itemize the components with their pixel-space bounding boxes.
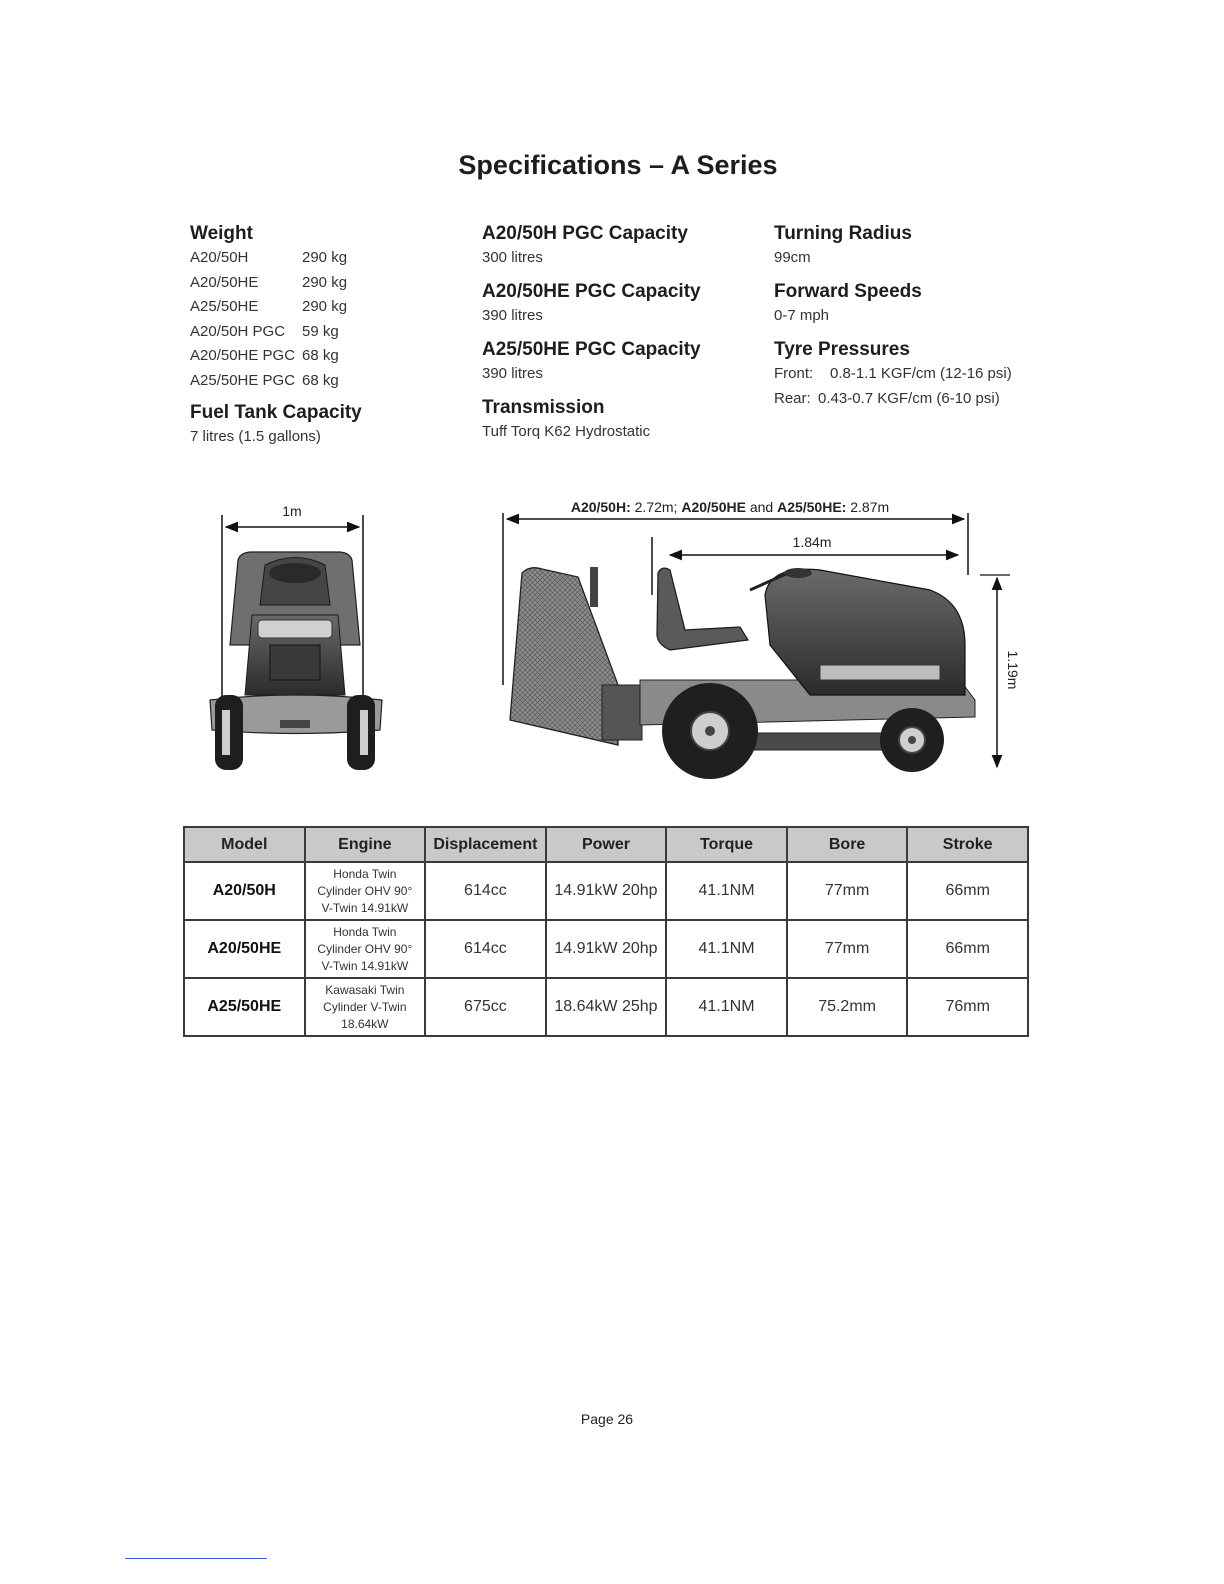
weight-value: 68 kg: [302, 371, 339, 389]
weight-model: A20/50HE PGC: [190, 347, 296, 364]
engine-line: Cylinder OHV 90°: [317, 883, 413, 898]
mower-side-view: [503, 499, 1021, 779]
weight-model: A20/50H PGC: [190, 322, 286, 340]
cell-power: 14.91kW 20hp: [546, 862, 667, 920]
cell-torque: 41.1NM: [666, 920, 787, 978]
cell-stroke: 66mm: [907, 920, 1028, 978]
tyre-pressure-rear: [774, 387, 1064, 412]
cell-power: 14.91kW 20hp: [546, 920, 667, 978]
cell-bore: 75.2mm: [787, 978, 908, 1036]
engine-line: Cylinder V-Twin: [323, 999, 407, 1014]
pgc-heading: A25/50HE PGC Capacity: [482, 339, 701, 360]
cell-stroke: 66mm: [907, 862, 1028, 920]
pgc-value: 300 litres: [482, 249, 543, 266]
cell-engine: [305, 920, 426, 978]
col-header-bore: Bore: [787, 827, 908, 862]
length-model-3: A25/50HE:: [777, 499, 847, 515]
cell-engine: [305, 862, 426, 920]
transmission-value: Tuff Torq K62 Hydrostatic: [482, 423, 651, 440]
page-number: Page 26: [580, 1411, 634, 1427]
cell-stroke: 76mm: [907, 978, 1028, 1036]
fuel-tank-value: 7 litres (1.5 gallons): [190, 428, 321, 445]
table-row: [184, 862, 1028, 920]
cell-model: A25/50HE: [184, 978, 305, 1036]
weight-value: 290 kg: [302, 249, 348, 266]
cell-model: A20/50HE: [184, 920, 305, 978]
length-model-2: A20/50HE: [681, 499, 746, 515]
mower-front-view: [210, 503, 382, 770]
fuel-tank-heading: Fuel Tank Capacity: [190, 402, 362, 423]
engine-spec-table: [183, 826, 1029, 1037]
front-width-label: 1m: [282, 503, 302, 519]
turning-radius-value: 99cm: [774, 249, 811, 266]
engine-line: Honda Twin: [333, 924, 397, 939]
tyre-front-value: 0.8-1.1 KGF/cm (12-16 psi): [830, 365, 1012, 382]
engine-line: Kawasaki Twin: [325, 982, 405, 997]
turning-radius-heading: Turning Radius: [774, 223, 912, 244]
pgc-value: 390 litres: [482, 365, 543, 382]
length-and: and: [745, 499, 778, 515]
page-title: Specifications – A Series: [458, 150, 778, 180]
cell-displacement: 614cc: [425, 920, 546, 978]
cell-displacement: 614cc: [425, 862, 546, 920]
height-label: 1.19m: [1005, 650, 1021, 690]
engine-line: Cylinder OHV 90°: [317, 941, 413, 956]
forward-speeds-value: 0-7 mph: [774, 307, 830, 324]
weight-heading: Weight: [190, 223, 253, 244]
weight-row: [190, 369, 450, 394]
weight-row: [190, 271, 450, 296]
length-model-1: A20/50H:: [570, 499, 631, 515]
cell-power: 18.64kW 25hp: [546, 978, 667, 1036]
weight-value: 68 kg: [302, 347, 339, 364]
col-header-power: Power: [546, 827, 667, 862]
cell-bore: 77mm: [787, 920, 908, 978]
table-header-row: [184, 827, 1028, 862]
tyre-rear-value: 0.43-0.7 KGF/cm (6-10 psi): [818, 389, 1000, 407]
weight-list: [190, 246, 450, 393]
weight-row: [190, 295, 450, 320]
weight-value: 59 kg: [302, 322, 339, 340]
cell-torque: 41.1NM: [666, 862, 787, 920]
spec-column-weight: [190, 222, 450, 459]
tyre-pressure-front: [774, 362, 1064, 387]
table-row: [184, 978, 1028, 1036]
cell-torque: 41.1NM: [666, 978, 787, 1036]
dimension-diagram: [170, 495, 1040, 790]
transmission-heading: Transmission: [482, 397, 605, 418]
weight-model: A20/50HE: [190, 273, 259, 291]
engine-line: V-Twin 14.91kW: [321, 958, 409, 973]
wheelbase-label: 1.84m: [792, 534, 832, 550]
length-value-2: 2.87m: [846, 499, 890, 515]
weight-value: 290 kg: [302, 273, 348, 291]
col-header-displacement: Displacement: [425, 827, 546, 862]
col-header-torque: Torque: [666, 827, 787, 862]
weight-row: [190, 344, 450, 369]
weight-model: A20/50H: [190, 249, 249, 266]
length-value-1: 2.72m;: [630, 499, 682, 515]
cell-bore: 77mm: [787, 862, 908, 920]
pgc-heading: A20/50HE PGC Capacity: [482, 281, 701, 302]
footer-link-underline[interactable]: [125, 1558, 267, 1559]
col-header-stroke: Stroke: [907, 827, 1028, 862]
engine-line: 18.64kW: [341, 1016, 389, 1031]
col-header-model: Model: [184, 827, 305, 862]
cell-displacement: 675cc: [425, 978, 546, 1036]
tyre-pressures-heading: Tyre Pressures: [774, 339, 910, 360]
spec-column-capacity: [482, 222, 752, 454]
weight-model: A25/50HE PGC: [190, 371, 296, 389]
weight-row: [190, 246, 450, 271]
forward-speeds-heading: Forward Speeds: [774, 281, 922, 302]
cell-model: A20/50H: [184, 862, 305, 920]
weight-model: A25/50HE: [190, 298, 259, 315]
weight-value: 290 kg: [302, 298, 348, 315]
spec-column-handling: [774, 222, 1064, 411]
overall-length-label: [571, 499, 889, 515]
tyre-front-label: Front:: [774, 365, 814, 382]
engine-line: V-Twin 14.91kW: [321, 900, 409, 915]
engine-line: Honda Twin: [333, 866, 397, 881]
pgc-value: 390 litres: [482, 307, 543, 324]
tyre-rear-label: Rear:: [774, 389, 811, 407]
pgc-heading: A20/50H PGC Capacity: [482, 223, 688, 244]
table-row: [184, 920, 1028, 978]
cell-engine: [305, 978, 426, 1036]
weight-row: [190, 320, 450, 345]
col-header-engine: Engine: [305, 827, 426, 862]
